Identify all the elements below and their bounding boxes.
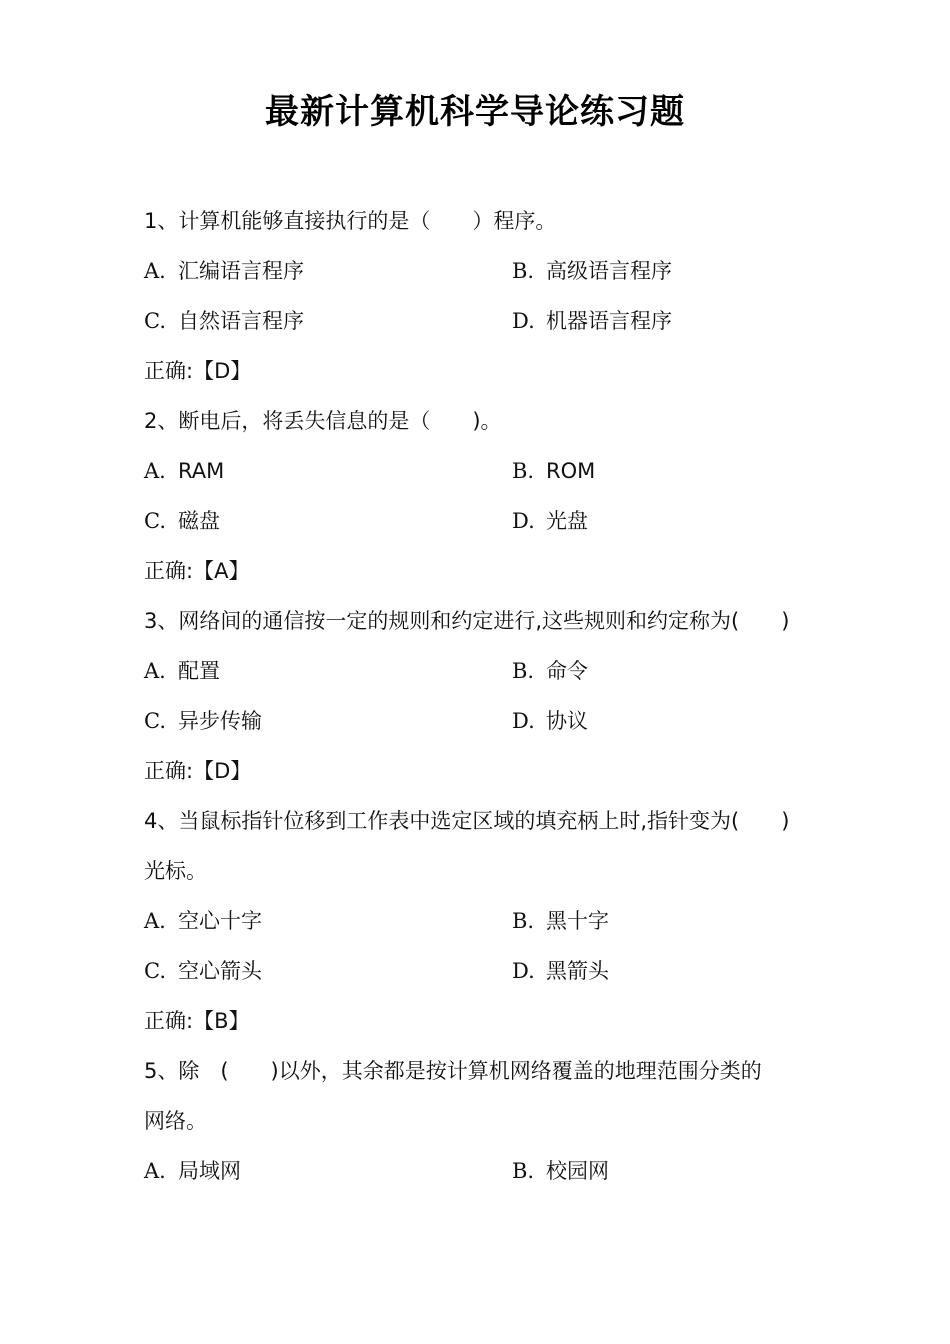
options-row [144,1146,834,1196]
option-item [512,446,595,496]
option-item [144,296,304,346]
question-stem: 5、除 ( )以外，其余都是按计算机网络覆盖的地理范围分类的 [144,1059,762,1083]
option-text: 机器语言程序 [546,309,672,333]
option-item [512,696,588,746]
option-letter: D. [512,509,535,533]
option-letter: C. [144,709,166,733]
option-item [144,946,262,996]
answer-line: 正确:【B】 [144,1009,250,1033]
option-text: 黑箭头 [546,959,609,983]
question-stem: 1、计算机能够直接执行的是（ ）程序。 [144,209,557,233]
options-row [144,496,834,546]
option-item [144,696,262,746]
option-text: 黑十字 [546,909,609,933]
option-letter: B. [512,909,535,933]
option-letter: B. [512,459,535,483]
options-row [144,896,834,946]
option-text: 配置 [178,659,220,683]
option-text: 校园网 [546,1159,609,1183]
options-row [144,946,834,996]
option-item [512,946,609,996]
option-text: RAM [178,459,225,483]
answer-line: 正确:【A】 [144,559,250,583]
option-item [144,646,220,696]
question-stem: 4、当鼠标指针位移到工作表中选定区域的填充柄上时,指针变为( ) [144,809,790,833]
option-letter: A. [144,659,166,683]
option-item [144,1146,241,1196]
option-letter: B. [512,1159,535,1183]
options-row [144,246,834,296]
option-letter: A. [144,909,166,933]
option-text: ROM [546,459,596,483]
options-row [144,296,834,346]
options-row [144,696,834,746]
question-list [144,196,834,1196]
option-item [144,496,220,546]
option-item [512,1146,609,1196]
option-letter: A. [144,1159,166,1183]
option-text: 高级语言程序 [546,259,672,283]
option-letter: B. [512,259,535,283]
option-text: 异步传输 [178,709,262,733]
option-text: 汇编语言程序 [178,259,304,283]
option-letter: C. [144,959,166,983]
question-stem: 3、网络间的通信按一定的规则和约定进行,这些规则和约定称为( ) [144,609,790,633]
option-letter: C. [144,509,166,533]
question-stem-continued: 光标。 [144,859,207,883]
options-row [144,446,834,496]
option-text: 光盘 [546,509,588,533]
question-stem-continued: 网络。 [144,1109,207,1133]
option-text: 自然语言程序 [178,309,304,333]
option-item [512,246,672,296]
option-letter: C. [144,309,166,333]
option-item [512,896,609,946]
option-text: 磁盘 [178,509,220,533]
option-item [512,646,588,696]
option-item [144,896,262,946]
option-item [512,496,588,546]
answer-line: 正确:【D】 [144,759,252,783]
option-text: 空心十字 [178,909,262,933]
option-item [512,296,672,346]
answer-line: 正确:【D】 [144,359,252,383]
option-text: 命令 [546,659,588,683]
option-letter: D. [512,709,535,733]
option-letter: D. [512,309,535,333]
options-row [144,646,834,696]
option-letter: D. [512,959,535,983]
option-letter: A. [144,259,166,283]
page-title: 最新计算机科学导论练习题 [265,92,685,132]
option-text: 空心箭头 [178,959,262,983]
option-item [144,446,224,496]
option-item [144,246,304,296]
question-stem: 2、断电后，将丢失信息的是（ )。 [144,409,502,433]
option-text: 协议 [546,709,588,733]
option-letter: B. [512,659,535,683]
option-text: 局域网 [178,1159,241,1183]
option-letter: A. [144,459,166,483]
